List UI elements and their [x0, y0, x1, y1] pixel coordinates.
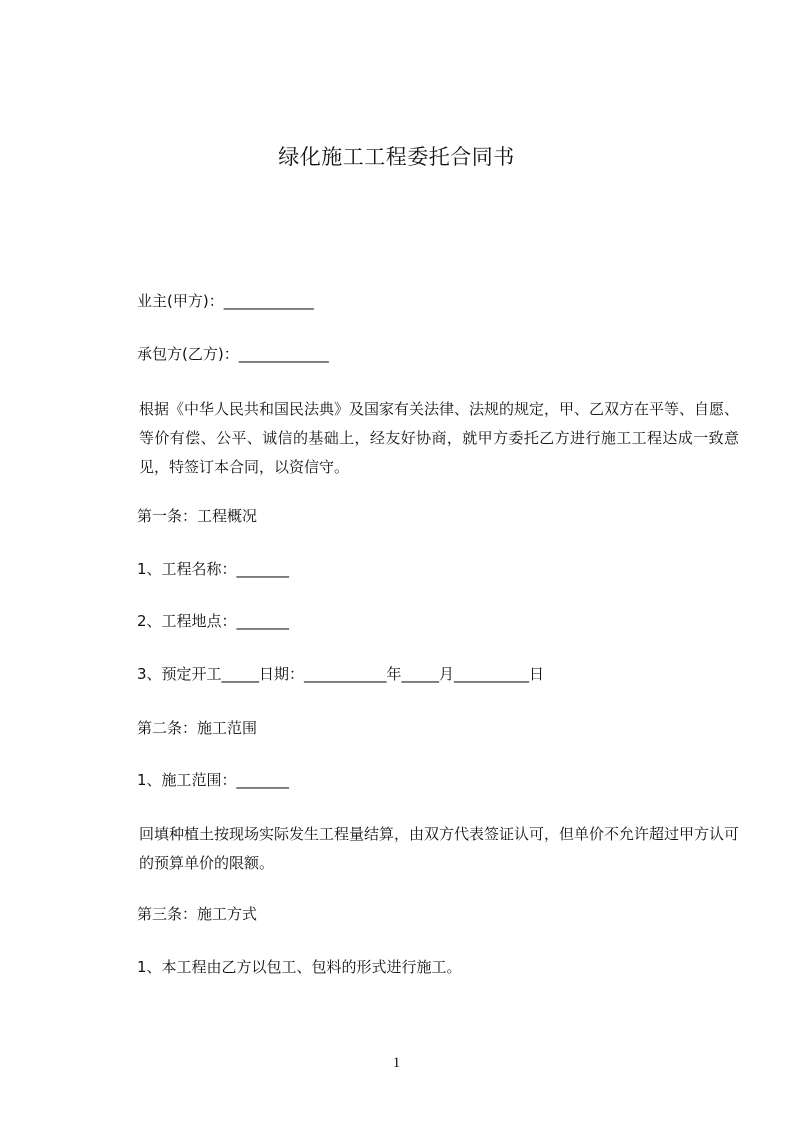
- contractor-line: 承包方(乙方)：____________: [137, 345, 329, 363]
- article-1-item-2: 2、工程地点：_______: [137, 612, 290, 630]
- page-number: 1: [392, 1055, 401, 1071]
- article-3-item-1: 1、本工程由乙方以包工、包料的形式进行施工。: [137, 958, 462, 976]
- article-2-heading: 第二条：施工范围: [137, 719, 258, 737]
- article-1-item-3: 3、预定开工_____日期：___________年_____月__________日: [137, 665, 545, 683]
- article-2-paragraph: 回填种植土按现场实际发生工程量结算，由双方代表签证认可，但单价不允许超过甲方认可的预算单价的限额。: [139, 825, 740, 872]
- article-2-item-1: 1、施工范围：_______: [137, 771, 290, 789]
- article-3-heading: 第三条：施工方式: [137, 905, 258, 923]
- article-1-item-1: 1、工程名称：_______: [137, 560, 290, 578]
- intro-paragraph: 根据《中华人民共和国民法典》及国家有关法律、法规的规定，甲、乙双方在平等、自愿、等价有偿、公平、诚信的基础上，经友好协商，就甲方委托乙方进行施工工程达成一致意见，特签订本合同，以资信守。: [139, 400, 740, 476]
- document-title: 绿化施工工程委托合同书: [278, 145, 515, 169]
- owner-line: 业主(甲方)：____________: [137, 292, 314, 310]
- article-1-heading: 第一条：工程概况: [137, 507, 258, 525]
